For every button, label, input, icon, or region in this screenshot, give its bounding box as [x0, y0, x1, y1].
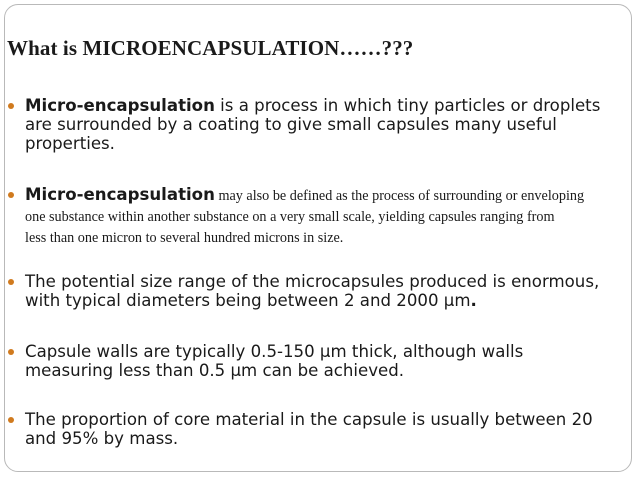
bullet-text — [25, 410, 630, 448]
bullet-line: Capsule walls are typically 0.5-150 μm thick, although walls — [25, 342, 524, 361]
bullet-line: The potential size range of the microcapsules produced is enormous, — [25, 272, 600, 291]
bullet-lead-term: Micro-encapsulation — [25, 185, 215, 204]
bullet-lead-term: Micro-encapsulation — [25, 96, 215, 115]
bullet-line-main: with typical diameters being between 2 and 2000 μm — [25, 291, 471, 310]
bullet-dot-icon — [8, 417, 14, 423]
bullet-line — [25, 291, 630, 310]
bullet-line: properties. — [25, 134, 115, 153]
bullet-line-end: . — [470, 291, 477, 310]
bullet-dot-icon — [8, 279, 14, 285]
bullet-text — [25, 342, 630, 380]
bullet-line-rest: is a process in which tiny particles or droplets — [214, 96, 601, 115]
bullet-line — [25, 96, 630, 115]
bullet-line: measuring less than 0.5 μm can be achieved. — [25, 361, 405, 380]
bullet-line: less than one micron to several hundred microns in size. — [25, 230, 344, 246]
bullet-line: The proportion of core material in the capsule is usually between 20 — [25, 410, 593, 429]
bullet-text — [25, 96, 630, 153]
bullet-text — [25, 272, 630, 310]
bullet-text — [25, 184, 630, 249]
bullet-line: one substance within another substance on a very small scale, yielding capsules ranging from — [25, 209, 555, 225]
bullet-line: are surrounded by a coating to give small capsules many useful — [25, 115, 557, 134]
bullet-dot-icon — [8, 103, 14, 109]
bullet-line-rest: may also be defined as the process of surrounding or enveloping — [214, 188, 585, 204]
slide-title: What is MICROENCAPSULATION……??? — [7, 36, 414, 60]
bullet-dot-icon — [8, 349, 14, 355]
bullet-dot-icon — [8, 192, 14, 198]
bullet-line — [25, 184, 630, 207]
bullet-line: and 95% by mass. — [25, 429, 179, 448]
